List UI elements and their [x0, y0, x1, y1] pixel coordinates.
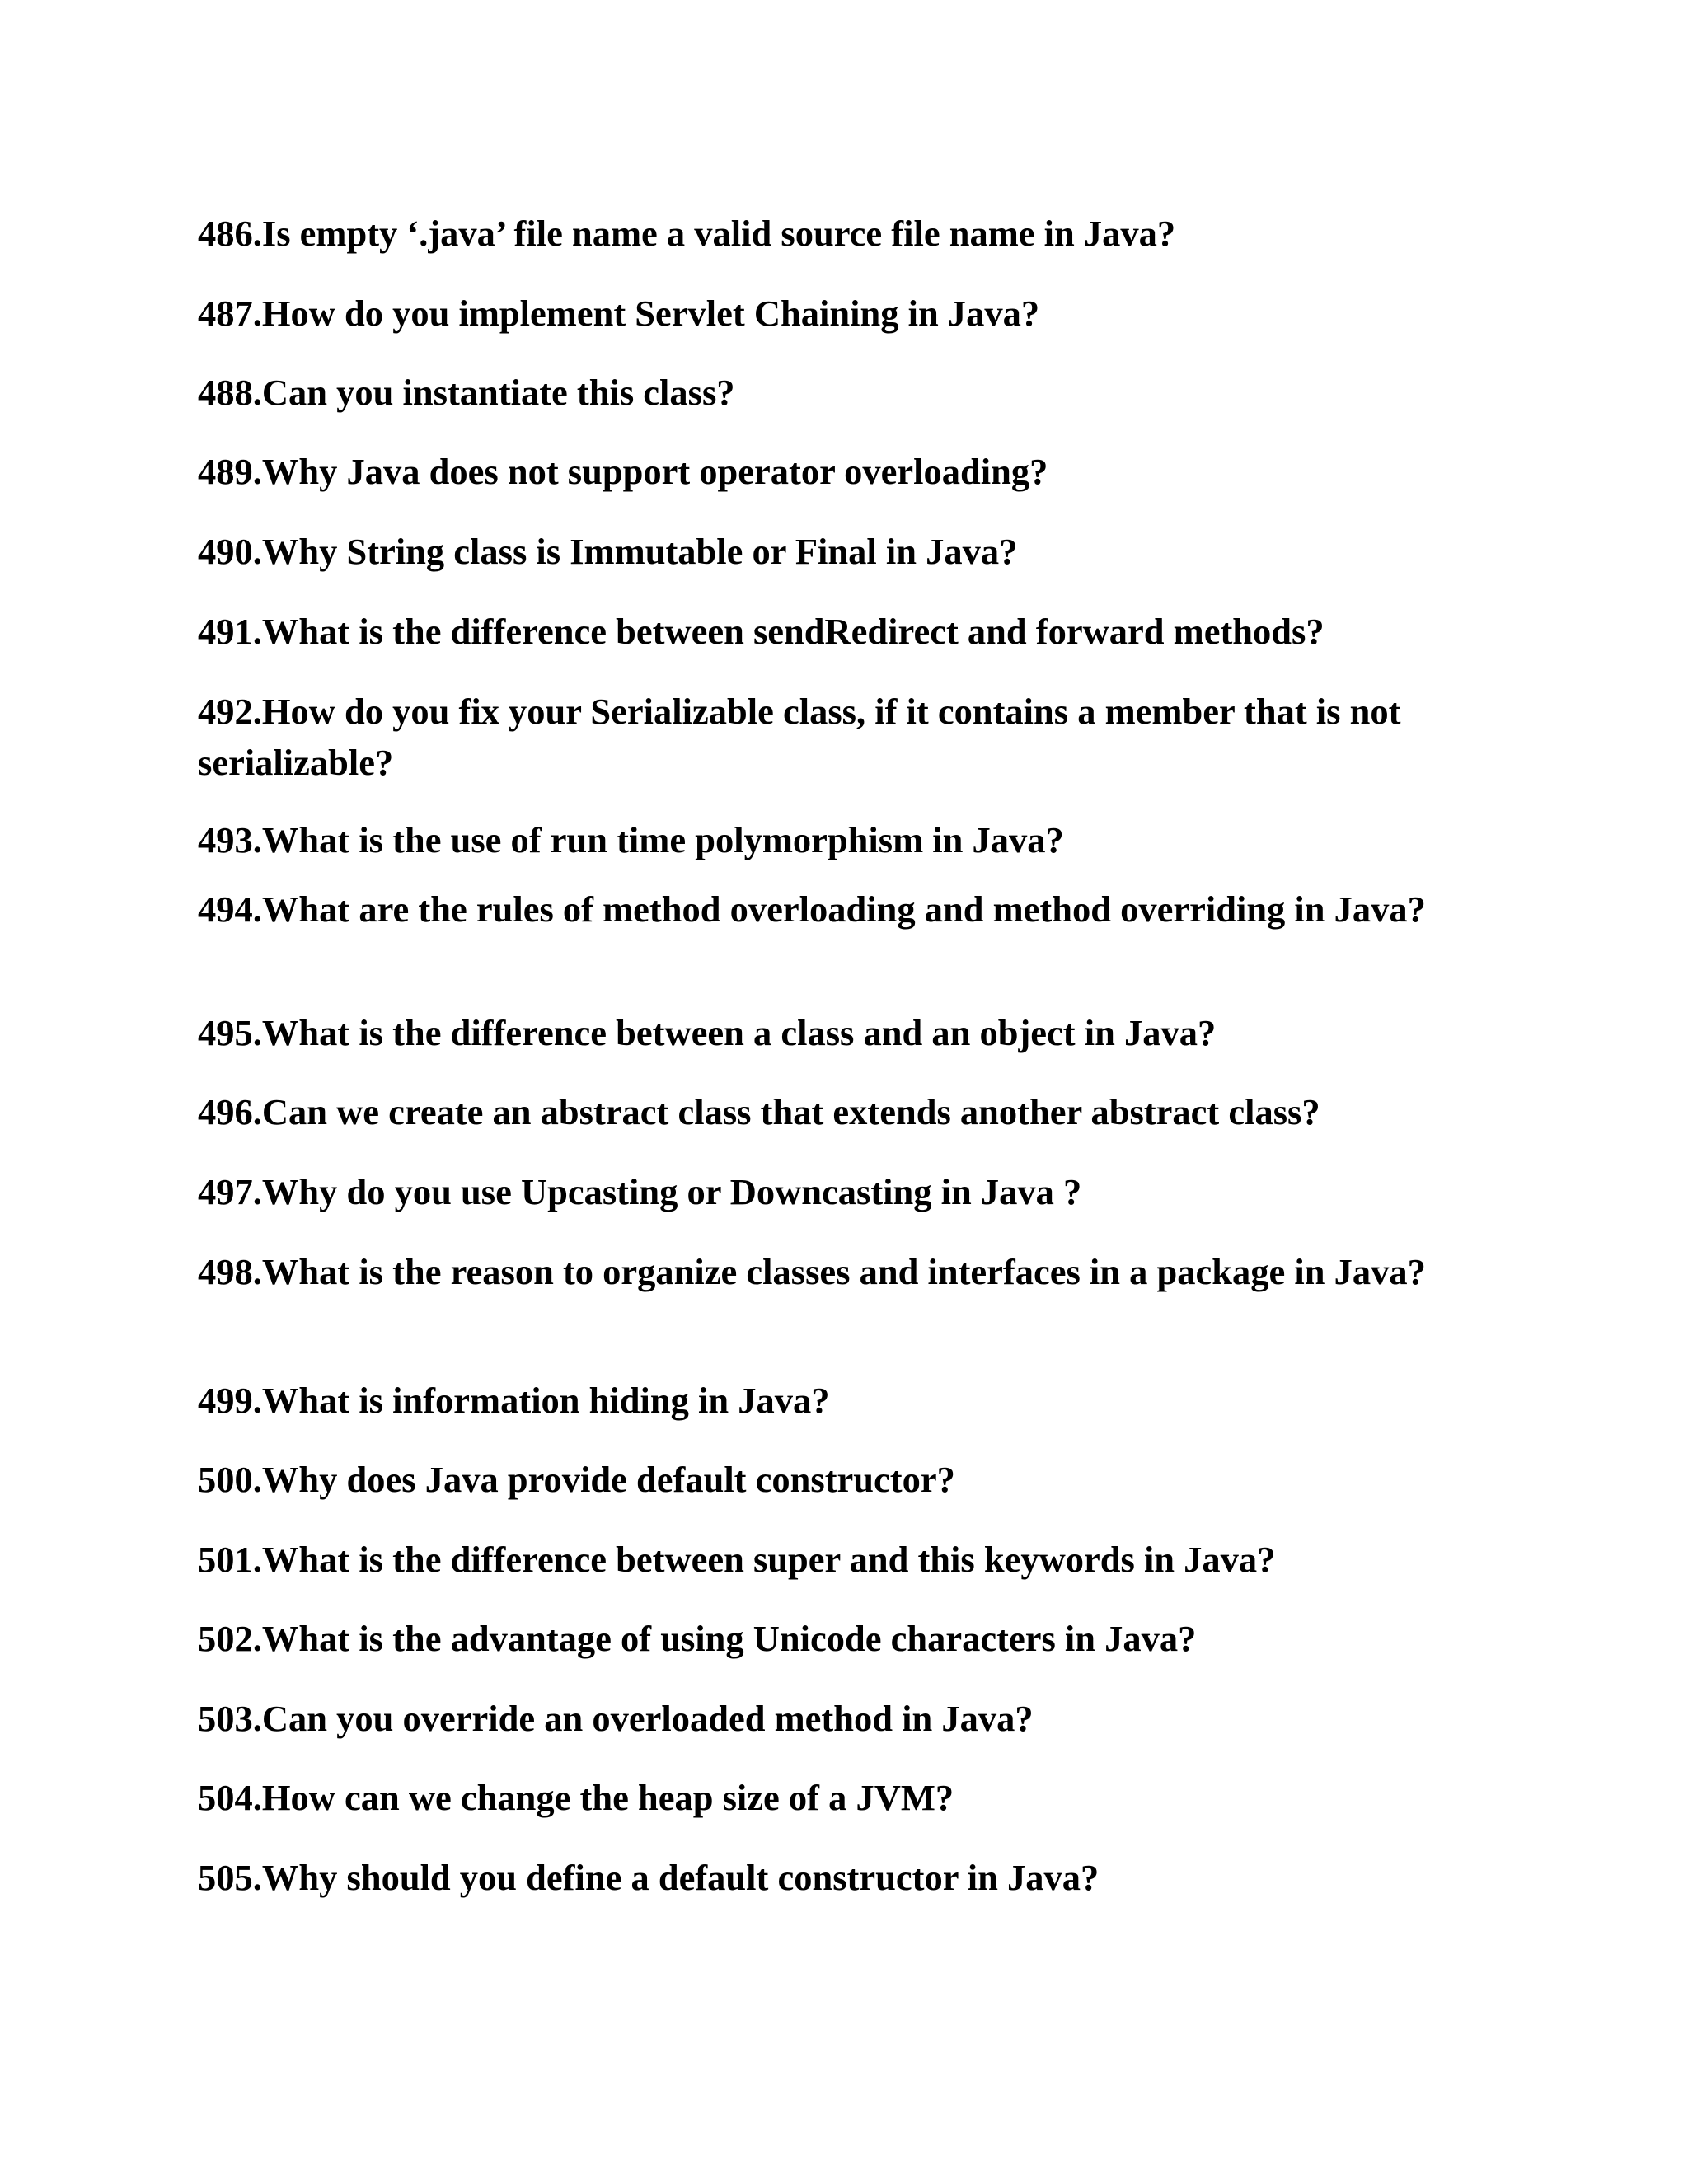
question-497: 497.Why do you use Upcasting or Downcasting in Java ?	[198, 1171, 1082, 1212]
question-492: 492.How do you fix your Serializable class, if it contains a member that is not serializable?	[198, 691, 1401, 783]
question-504: 504.How can we change the heap size of a JVM?	[198, 1777, 954, 1818]
question-490: 490.Why String class is Immutable or Final in Java?	[198, 531, 1018, 572]
question-495: 495.What is the difference between a class and an object in Java?	[198, 1012, 1217, 1053]
question-491: 491.What is the difference between sendRedirect and forward methods?	[198, 611, 1325, 652]
question-493: 493.What is the use of run time polymorphism in Java?	[198, 819, 1064, 860]
question-499: 499.What is information hiding in Java?	[198, 1380, 830, 1421]
question-496: 496.Can we create an abstract class that extends another abstract class?	[198, 1091, 1320, 1132]
question-501: 501.What is the difference between super and this keywords in Java?	[198, 1539, 1276, 1580]
question-489: 489.Why Java does not support operator overloading?	[198, 451, 1048, 492]
question-505: 505.Why should you define a default constructor in Java?	[198, 1857, 1100, 1898]
question-500: 500.Why does Java provide default constructor?	[198, 1459, 955, 1500]
question-498: 498.What is the reason to organize classes and interfaces in a package in Java?	[198, 1251, 1426, 1292]
question-494: 494.What are the rules of method overloading and method overriding in Java?	[198, 888, 1426, 930]
question-486: 486.Is empty ‘.java’ file name a valid source file name in Java?	[198, 213, 1176, 254]
question-487: 487.How do you implement Servlet Chaining in Java?	[198, 293, 1040, 334]
question-503: 503.Can you override an overloaded method in Java?	[198, 1698, 1034, 1739]
question-502: 502.What is the advantage of using Unicode characters in Java?	[198, 1618, 1197, 1659]
question-488: 488.Can you instantiate this class?	[198, 372, 735, 413]
